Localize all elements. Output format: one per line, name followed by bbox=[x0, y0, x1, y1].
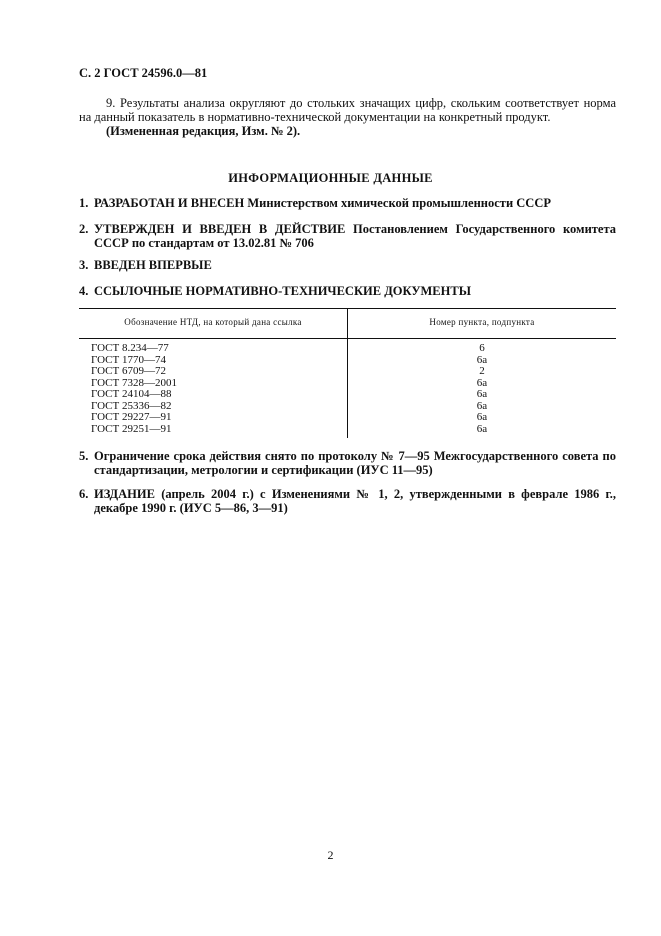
table-row bbox=[79, 424, 616, 436]
document-cell: ГОСТ 29251—91 bbox=[91, 422, 172, 435]
item-number: 1. bbox=[79, 196, 89, 210]
table-body bbox=[79, 343, 616, 435]
clause-cell: 6а bbox=[476, 353, 488, 366]
reference-documents-table bbox=[79, 308, 616, 438]
document-cell: ГОСТ 1770—74 bbox=[91, 353, 166, 366]
info-item-5 bbox=[79, 449, 616, 477]
table-row bbox=[79, 412, 616, 424]
clause-cell: 6а bbox=[476, 411, 488, 423]
clause-cell: 6а bbox=[476, 399, 488, 412]
item-number: 3. bbox=[79, 258, 89, 272]
item-lead: УТВЕРЖДЕН И ВВЕДЕН В ДЕЙСТВИЕ bbox=[94, 222, 346, 236]
item-lead: РАЗРАБОТАН И ВНЕСЕН bbox=[94, 196, 245, 210]
info-item-3 bbox=[79, 258, 616, 272]
clause-cell: 6а bbox=[476, 376, 488, 389]
table-row bbox=[79, 389, 616, 401]
item-lead: Ограничение срока действия снято по протоколу № 7—95 Межгосударственного совета по стандартизации, метрологии и сертификации (ИУС 11—95) bbox=[94, 449, 616, 477]
info-item-4 bbox=[79, 284, 616, 298]
item-lead: ВВЕДЕН ВПЕРВЫЕ bbox=[94, 258, 212, 272]
table-header-document: Обозначение НТД, на который дана ссылка bbox=[124, 317, 302, 327]
table-header-clause: Номер пункта, подпункта bbox=[429, 317, 535, 327]
item-text: Министерством химической промышленности СССР bbox=[244, 196, 551, 210]
item-text: Постановлением Государственного комитета СССР по стандартам от 13.02.81 № 706 bbox=[94, 222, 617, 250]
document-cell: ГОСТ 7328—2001 bbox=[91, 376, 177, 389]
info-item-6 bbox=[79, 487, 616, 515]
document-cell: ГОСТ 6709—72 bbox=[91, 365, 166, 377]
clause-9-amendment-note: (Измененная редакция, Изм. № 2). bbox=[106, 124, 301, 138]
clause-cell: 2 bbox=[479, 365, 485, 377]
item-number: 4. bbox=[79, 284, 89, 298]
table-row bbox=[79, 343, 616, 355]
document-cell: ГОСТ 25336—82 bbox=[91, 399, 172, 412]
document-cell: ГОСТ 29227—91 bbox=[91, 411, 172, 423]
clause-9-text: 9. Результаты анализа округляют до стольких значащих цифр, скольким соответствует норма на данный показатель в нормативно-технической документации на конкретный продукт. bbox=[79, 96, 616, 124]
item-lead: ИЗДАНИЕ (апрель 2004 г.) с Изменениями № 1, 2, утвержденными в феврале 1986 г., декабре 1990 г. (ИУС 5—86, 3—91) bbox=[94, 487, 616, 515]
item-number: 6. bbox=[79, 487, 89, 501]
table-row bbox=[79, 366, 616, 378]
document-cell: ГОСТ 8.234—77 bbox=[91, 342, 169, 354]
item-number: 2. bbox=[79, 222, 89, 236]
info-item-1 bbox=[79, 196, 616, 210]
clause-cell: 6а bbox=[476, 422, 488, 435]
info-item-2 bbox=[79, 222, 616, 250]
item-number: 5. bbox=[79, 449, 89, 463]
clause-cell: 6 bbox=[479, 342, 485, 354]
page-header: С. 2 ГОСТ 24596.0—81 bbox=[79, 66, 208, 80]
clause-cell: 6а bbox=[476, 388, 488, 400]
item-lead: ССЫЛОЧНЫЕ НОРМАТИВНО-ТЕХНИЧЕСКИЕ ДОКУМЕНТЫ bbox=[94, 284, 471, 298]
document-cell: ГОСТ 24104—88 bbox=[91, 388, 172, 400]
section-title: ИНФОРМАЦИОННЫЕ ДАННЫЕ bbox=[228, 171, 433, 185]
page-number: 2 bbox=[327, 848, 334, 862]
